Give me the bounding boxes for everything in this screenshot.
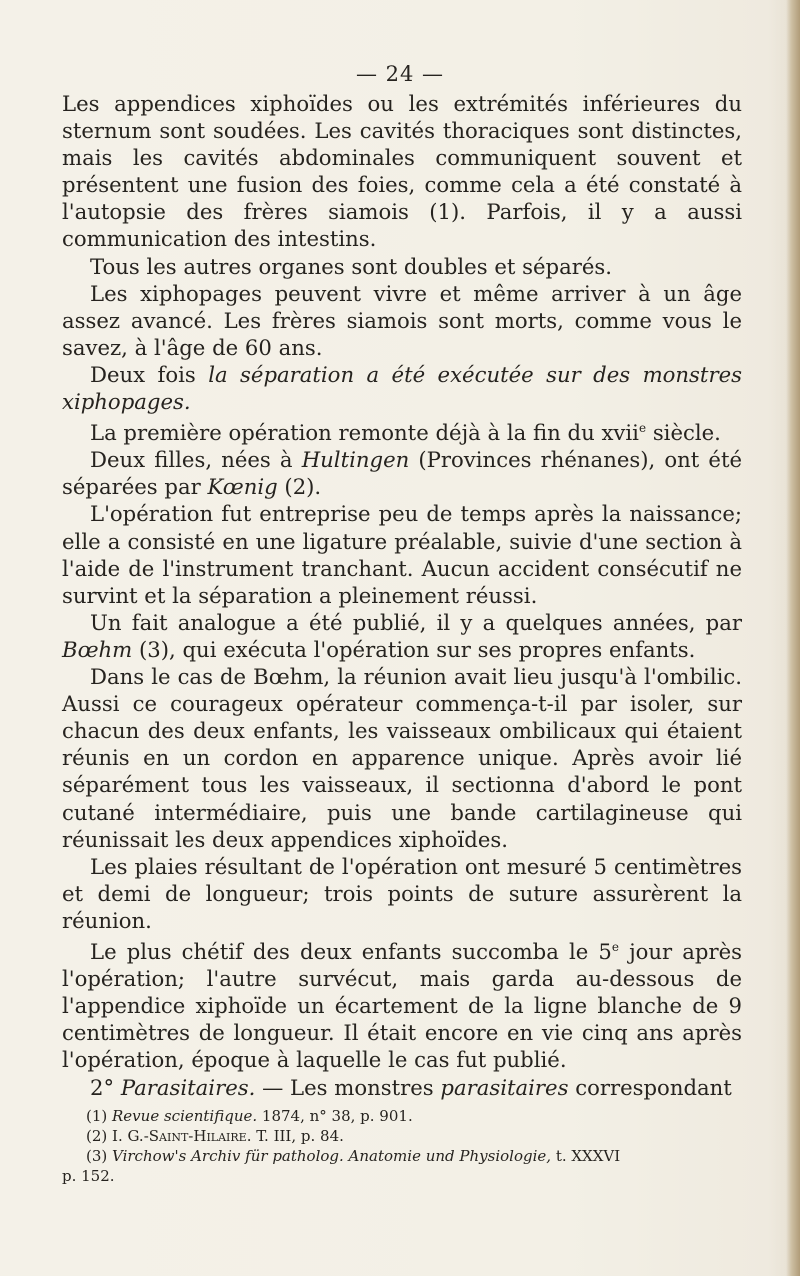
century-numeral: xvii$^e$: [601, 420, 647, 446]
emphasis-run: la séparation a été exécutée sur des monstres xiphopages.: [62, 361, 742, 415]
page-edge-shadow: [786, 0, 800, 1276]
footnote-2: [62, 1126, 742, 1146]
paragraph-hultingen-girls: [62, 446, 742, 500]
footnote-1: [62, 1106, 742, 1126]
text-run: T. III, p. 84.: [251, 1127, 344, 1145]
paragraph-xiphoid-appendices: Les appendices xiphoïdes ou les extrémités inférieures du sternum sont soudées. Les cavités thoraciques sont distinctes, mais les cavités abdominales communiquent souvent et présentent une fusion des foies, comme cela a été constaté à l'autopsie des frères siamois (1). Parfois, il y a aussi communication des intestins.: [62, 91, 742, 252]
text-run: (Provinces rhénanes), ont été séparées par: [62, 447, 743, 500]
text-run: 2°: [90, 1074, 121, 1100]
text-run: (3), qui exécuta l'opération sur ses propres enfants.: [132, 636, 696, 662]
author-name: Bœhm: [62, 636, 133, 662]
paragraph-organs-double: Tous les autres organes sont doubles et séparés.: [90, 253, 612, 279]
text-run: (2) I.: [86, 1127, 128, 1145]
paragraph-wounds: Les plaies résultant de l'opération ont mesuré 5 centimètres et demi de longueur; trois points de suture assurèrent la réunion.: [62, 853, 742, 933]
text-run: (1): [86, 1107, 113, 1125]
body-text: [62, 90, 742, 1101]
text-run: (2).: [277, 474, 322, 500]
text-run: Un fait analogue a été publié, il y a quelques années, par: [90, 609, 742, 635]
footnotes: [62, 1106, 742, 1186]
paragraph-outcome: Le plus chétif des deux enfants succomba le 5e jour après l'opération; l'autre survécut, mais garda au-dessous de l'appendice xiphoïde un écartement de la ligne blanche de 9 centimètres de longueur. Il était encore en vie cinq ans après l'opération, époque à laquelle le cas fut publié.: [62, 939, 742, 1073]
author-name: G.-Saint-Hilaire.: [127, 1127, 252, 1145]
emphasis-run: parasitaires: [440, 1074, 569, 1100]
paragraph-xiphopages-survival: Les xiphopages peuvent vivre et même arriver à un âge assez avancé. Les frères siamois sont morts, comme vous le savez, à l'âge de 60 ans.: [62, 280, 742, 360]
footnote-3-continuation: p. 152.: [62, 1167, 115, 1185]
author-name: Kœnig: [207, 474, 278, 500]
text-run: — Les monstres: [255, 1074, 441, 1100]
paragraph-parasitic-monsters: [62, 1074, 742, 1101]
text-run: Deux filles, nées à: [90, 447, 302, 473]
paragraph-separation-twice: [62, 361, 742, 415]
text-run: 1874, n° 38, p. 901.: [257, 1107, 413, 1125]
page-number: — 24 —: [355, 62, 445, 86]
paragraph-boehm-case: [62, 609, 742, 663]
text-run: correspondant: [568, 1074, 732, 1100]
paragraph-boehm-procedure: Dans le cas de Bœhm, la réunion avait lieu jusqu'à l'ombilic. Aussi ce courageux opérateur commença-t-il par isoler, sur chacun des deux enfants, les vaisseaux ombilicaux qui étaient réunis en un cordon en apparence unique. Après avoir lié séparément tous les vaisseaux, il sectionna d'abord le pont cutané intermédiaire, puis une bande cartilagineuse qui réunissait les deux appendices xiphoïdes.: [62, 664, 742, 852]
paragraph-first-operation: La première opération remonte déjà à la fin du xvii$^e$ siècle.: [90, 420, 721, 446]
section-heading: Parasitaires.: [120, 1074, 256, 1100]
text-run: (3): [86, 1147, 113, 1165]
text-run: t. XXXVI: [551, 1147, 621, 1165]
text-run: Deux fois: [90, 361, 209, 387]
footnote-3: [62, 1146, 742, 1166]
journal-title: Virchow's Archiv für patholog. Anatomie und Physiologie,: [112, 1147, 552, 1165]
place-name: Hultingen: [301, 447, 410, 473]
paragraph-ligature: L'opération fut entreprise peu de temps après la naissance; elle a consisté en une ligature préalable, suivie d'une section à l'aide de l'instrument tranchant. Aucun accident consécutif ne survint et la séparation a pleinement réussi.: [62, 501, 742, 608]
journal-title: Revue scientifique.: [112, 1107, 258, 1125]
